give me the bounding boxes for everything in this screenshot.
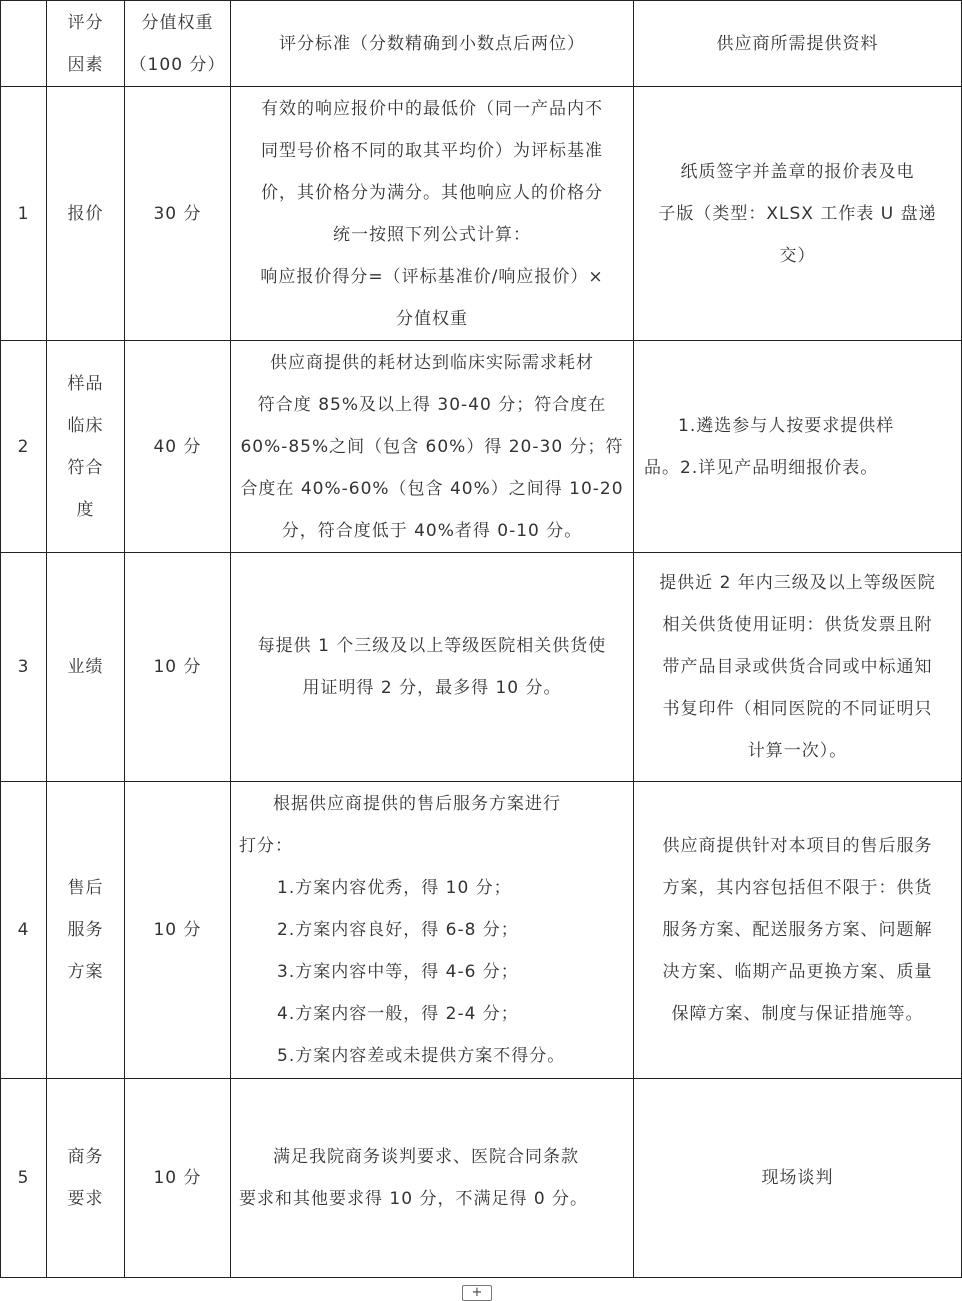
criteria-line: 用证明得 2 分，最多得 10 分。	[302, 678, 562, 698]
criteria-line: 分，符合度低于 40%者得 0-10 分。	[281, 520, 583, 541]
row-factor	[47, 1079, 125, 1278]
header-weight-cell	[125, 1, 231, 87]
materials-line: 供应商提供针对本项目的售后服务	[662, 836, 933, 856]
materials-line: 书复印件（相同医院的不同证明只	[662, 699, 933, 719]
row-weight: 40 分	[125, 341, 231, 553]
criteria-line: 根据供应商提供的售后服务方案进行	[273, 794, 561, 814]
factor-line: 服务	[67, 920, 104, 940]
criteria-item: 4.方案内容一般，得 2-4 分；	[277, 1004, 519, 1024]
row-factor	[47, 87, 125, 341]
row-criteria	[231, 341, 634, 553]
header-weight-line: （100 分）	[129, 54, 226, 75]
materials-line: 相关供货使用证明：供货发票且附	[662, 615, 933, 635]
header-weight-line: 分值权重	[141, 12, 214, 33]
row-index: 5	[1, 1079, 47, 1278]
materials-line: 服务方案、配送服务方案、问题解	[662, 920, 933, 940]
header-factor-line: 因素	[67, 54, 104, 75]
factor-line: 要求	[67, 1189, 104, 1209]
header-criteria-cell: 评分标准（分数精确到小数点后两位）	[231, 1, 634, 87]
materials-line: 交）	[779, 245, 816, 266]
criteria-line: 有效的响应报价中的最低价（同一产品内不	[261, 98, 603, 119]
materials-line: 保障方案、制度与保证措施等。	[671, 1004, 924, 1024]
row-factor	[47, 782, 125, 1079]
criteria-line: 60%-85%之间（包含 60%）得 20-30 分；符	[240, 436, 624, 457]
criteria-line: 符合度 85%及以上得 30-40 分；符合度在	[257, 394, 607, 415]
row-factor	[47, 341, 125, 553]
factor-line: 售后	[67, 878, 104, 898]
materials-line: 决方案、临期产品更换方案、质量	[662, 962, 933, 982]
row-criteria	[231, 1079, 634, 1278]
materials-line: 计算一次）。	[747, 741, 848, 761]
criteria-line: 统一按照下列公式计算：	[333, 224, 531, 245]
criteria-line: 同型号价格不同的取其平均价）为评标基准	[261, 140, 603, 161]
factor-line: 符合	[67, 457, 104, 478]
factor-line: 商务	[67, 1147, 104, 1167]
materials-line: 品。2.详见产品明细报价表。	[644, 457, 879, 478]
criteria-item: 5.方案内容差或未提供方案不得分。	[277, 1046, 566, 1066]
factor-line: 临床	[67, 415, 104, 436]
table-row	[1, 341, 962, 553]
table-header-row	[1, 1, 962, 87]
row-index: 4	[1, 782, 47, 1079]
materials-line: 方案，其内容包括但不限于：供货	[662, 878, 933, 898]
materials-line: 子版（类型：XLSX 工作表 U 盘递	[658, 203, 937, 224]
factor-line: 度	[76, 499, 95, 520]
criteria-line: 打分：	[239, 836, 293, 856]
row-weight: 30 分	[125, 87, 231, 341]
row-criteria	[231, 553, 634, 782]
row-materials	[634, 782, 962, 1079]
row-materials	[634, 87, 962, 341]
row-index: 3	[1, 553, 47, 782]
materials-line: 纸质签字并盖章的报价表及电	[680, 161, 915, 182]
criteria-line: 供应商提供的耗材达到临床实际需求耗材	[270, 352, 594, 373]
criteria-line: 分值权重	[396, 308, 468, 329]
row-criteria	[231, 782, 634, 1079]
row-weight: 10 分	[125, 782, 231, 1079]
criteria-line: 要求和其他要求得 10 分，不满足得 0 分。	[239, 1189, 589, 1209]
table-row	[1, 87, 962, 341]
materials-line: 提供近 2 年内三级及以上等级医院	[659, 573, 936, 593]
criteria-line: 响应报价得分=（评标基准价/响应报价）×	[260, 266, 604, 287]
row-criteria	[231, 87, 634, 341]
row-index: 2	[1, 341, 47, 553]
header-materials-cell: 供应商所需提供资料	[634, 1, 962, 87]
factor-line: 方案	[67, 962, 104, 982]
criteria-line: 满足我院商务谈判要求、医院合同条款	[273, 1147, 579, 1167]
add-row-button[interactable]: +	[462, 1285, 492, 1301]
materials-line: 1.遴选参与人按要求提供样	[678, 415, 895, 436]
row-weight: 10 分	[125, 553, 231, 782]
header-factor-cell	[47, 1, 125, 87]
header-index-cell	[1, 1, 47, 87]
factor-line: 样品	[67, 373, 104, 394]
factor-line: 报价	[67, 203, 104, 224]
table-row	[1, 553, 962, 782]
criteria-line: 价，其价格分为满分。其他响应人的价格分	[261, 182, 603, 203]
row-materials	[634, 553, 962, 782]
criteria-item: 1.方案内容优秀，得 10 分；	[277, 878, 512, 898]
row-weight: 10 分	[125, 1079, 231, 1278]
criteria-item: 2.方案内容良好，得 6-8 分；	[277, 920, 519, 940]
table-row	[1, 1079, 962, 1278]
row-materials	[634, 1079, 962, 1278]
row-materials	[634, 341, 962, 553]
factor-line: 业绩	[67, 657, 104, 677]
materials-line: 带产品目录或供货合同或中标通知	[662, 657, 933, 677]
table-row	[1, 782, 962, 1079]
row-factor	[47, 553, 125, 782]
materials-line: 现场谈判	[761, 1168, 834, 1188]
criteria-line: 每提供 1 个三级及以上等级医院相关供货使	[257, 636, 607, 656]
criteria-item: 3.方案内容中等，得 4-6 分；	[277, 962, 519, 982]
criteria-line: 合度在 40%-60%（包含 40%）之间得 10-20	[240, 478, 624, 499]
row-index: 1	[1, 87, 47, 341]
header-factor-line: 评分	[67, 12, 104, 33]
